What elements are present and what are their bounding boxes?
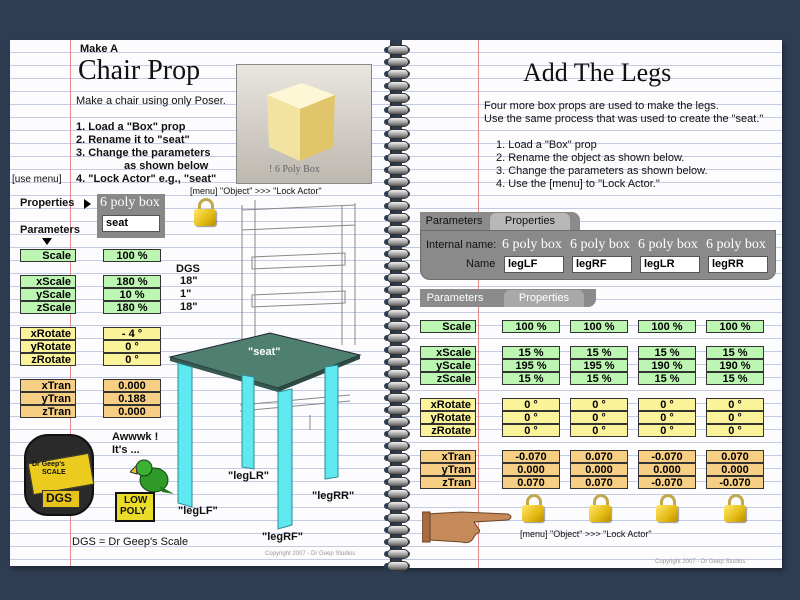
right-param-value[interactable]: 15 %: [638, 372, 696, 385]
spiral-coil: [382, 248, 412, 260]
right-step-1: 1. Load a "Box" prop: [496, 139, 597, 151]
right-step-2: 2. Rename the object as shown below.: [496, 152, 685, 164]
name-field[interactable]: seat: [102, 215, 160, 232]
right-param-value[interactable]: 100 %: [638, 320, 696, 333]
right-param-value[interactable]: 190 %: [638, 359, 696, 372]
properties-label: Properties: [20, 197, 75, 209]
right-param-value[interactable]: 15 %: [502, 346, 560, 359]
lock-icon: [522, 494, 544, 522]
right-param-value[interactable]: -0.070: [638, 450, 696, 463]
step-1: 1. Load a "Box" prop: [76, 121, 186, 133]
right-param-value[interactable]: 0 °: [502, 424, 560, 437]
arrow-right-icon: [84, 199, 91, 209]
spiral-coil: [382, 344, 412, 356]
right-param-value[interactable]: 15 %: [570, 346, 628, 359]
internal-name-label: Internal name:: [426, 239, 497, 251]
right-param-label-ytran: yTran: [420, 463, 476, 476]
right-param-value[interactable]: 0.070: [570, 476, 628, 489]
tape-dgs: DGS: [46, 491, 73, 505]
param-label-ytran: yTran: [20, 392, 76, 405]
spiral-coil: [382, 560, 412, 572]
right-param-label-zscale: zScale: [420, 372, 476, 385]
param-value-scale[interactable]: 100 %: [103, 249, 161, 262]
pointing-hand-icon: [422, 504, 514, 548]
parrot-speech-1: Awwwk !: [112, 431, 159, 443]
name-field-1[interactable]: legLF: [504, 256, 564, 273]
right-param-value[interactable]: 15 %: [570, 372, 628, 385]
right-page-title: Add The Legs: [523, 58, 672, 87]
tape-label-1: Dr Geep's: [32, 461, 65, 468]
name-field-4[interactable]: legRR: [708, 256, 768, 273]
step-3: 3. Change the parameters: [76, 147, 211, 159]
spiral-coil: [382, 80, 412, 92]
spiral-coil: [382, 176, 412, 188]
spiral-coil: [382, 524, 412, 536]
parrot-speech-2: It's ...: [112, 444, 140, 456]
tab-parameters-bottom[interactable]: Parameters: [422, 290, 488, 307]
right-param-value[interactable]: 0 °: [638, 398, 696, 411]
tab-parameters-top[interactable]: Parameters: [422, 213, 486, 230]
right-param-value[interactable]: 15 %: [706, 346, 764, 359]
param-value-zrotate[interactable]: 0 °: [103, 353, 161, 366]
dgs-legend: DGS = Dr Geep's Scale: [72, 536, 189, 548]
right-param-value[interactable]: 100 %: [502, 320, 560, 333]
param-value-xrotate[interactable]: - 4 °: [103, 327, 161, 340]
right-param-value[interactable]: 195 %: [502, 359, 560, 372]
lock-icon: [724, 494, 746, 522]
right-param-label-yscale: yScale: [420, 359, 476, 372]
spiral-coil: [382, 188, 412, 200]
spiral-coil: [382, 476, 412, 488]
spiral-coil: [382, 452, 412, 464]
right-step-4: 4. Use the [menu] to "Lock Actor.": [496, 178, 660, 190]
spiral-coil: [382, 368, 412, 380]
lock-icon: [589, 494, 611, 522]
spiral-coil: [382, 296, 412, 308]
menu-path: [menu] "Object" >>> "Lock Actor": [190, 186, 322, 196]
right-param-value[interactable]: 0.000: [502, 463, 560, 476]
copyright-right: Copyright 2007 - Dr Geep Studios: [655, 559, 746, 565]
tape-measure-logo: [24, 434, 94, 514]
intro-line-2: Use the same process that was used to create the "seat.": [484, 113, 764, 125]
chair-drawing: [160, 195, 385, 540]
right-param-value[interactable]: 15 %: [638, 346, 696, 359]
low-poly-2: POLY: [120, 506, 147, 517]
internal-name: 6 poly box: [100, 195, 160, 210]
dgs-header: DGS: [176, 263, 200, 275]
dgs-value-zscale: 18": [180, 301, 198, 313]
spiral-coil: [382, 440, 412, 452]
spiral-coil: [382, 68, 412, 80]
intro-line-1: Four more box props are used to make the legs.: [484, 100, 719, 112]
box-prop-image: [236, 64, 372, 184]
right-param-value[interactable]: 100 %: [706, 320, 764, 333]
param-label-xrotate: xRotate: [20, 327, 76, 340]
param-label-zscale: zScale: [20, 301, 76, 314]
param-label-zrotate: zRotate: [20, 353, 76, 366]
param-value-zscale[interactable]: 180 %: [103, 301, 161, 314]
spiral-coil: [382, 308, 412, 320]
spiral-coil: [382, 236, 412, 248]
spiral-coil: [382, 356, 412, 368]
param-label-yscale: yScale: [20, 288, 76, 301]
tab-bar-bottom: [420, 289, 596, 307]
internal-name-4: 6 poly box: [706, 237, 766, 252]
legrr-label: "legRR": [312, 490, 355, 502]
right-param-value[interactable]: 0.070: [570, 450, 628, 463]
right-param-value[interactable]: 0 °: [706, 424, 764, 437]
spiral-coil: [382, 224, 412, 236]
param-label-ztran: zTran: [20, 405, 76, 418]
param-label-xscale: xScale: [20, 275, 76, 288]
right-param-value[interactable]: 15 %: [502, 372, 560, 385]
right-param-value[interactable]: 0 °: [502, 398, 560, 411]
step-3-cont: as shown below: [124, 160, 209, 172]
name-field-3[interactable]: legLR: [640, 256, 700, 273]
right-param-label-xscale: xScale: [420, 346, 476, 359]
spiral-coil: [382, 488, 412, 500]
spiral-coil: [382, 392, 412, 404]
page-title: Chair Prop: [78, 55, 201, 86]
tab-properties-top[interactable]: Properties: [490, 213, 570, 230]
make-a-label: Make A: [80, 43, 119, 55]
spiral-coil: [382, 548, 412, 560]
right-param-value[interactable]: 0 °: [638, 411, 696, 424]
right-param-value[interactable]: 190 %: [706, 359, 764, 372]
seat-label: "seat": [248, 346, 281, 358]
right-param-value[interactable]: 0.000: [706, 463, 764, 476]
spiral-coil: [382, 320, 412, 332]
tab-bar-top: [420, 212, 580, 230]
image-caption: ! 6 Poly Box: [269, 164, 320, 175]
spiral-coil: [382, 56, 412, 68]
low-poly-badge: [115, 492, 155, 522]
step-4: 4. "Lock Actor" e.g., "seat": [76, 173, 217, 185]
right-param-value[interactable]: 0 °: [706, 411, 764, 424]
right-menu-path: [menu] "Object" >>> "Lock Actor": [520, 529, 652, 539]
leglf-label: "legLF": [178, 505, 218, 517]
leglr-label: "legLR": [228, 470, 269, 482]
tab-properties-bottom[interactable]: Properties: [504, 290, 584, 307]
right-param-label-scale: Scale: [420, 320, 476, 333]
right-param-value[interactable]: 0 °: [570, 424, 628, 437]
right-param-value[interactable]: -0.070: [638, 476, 696, 489]
copyright-left: Copyright 2007 - Dr Geep Studios: [265, 551, 356, 557]
legrf-label: "legRF": [262, 531, 303, 543]
name-label: Name: [466, 258, 496, 270]
spiral-binding: [382, 40, 412, 566]
spiral-coil: [382, 512, 412, 524]
right-param-value[interactable]: 0 °: [570, 411, 628, 424]
param-value-yrotate[interactable]: 0 °: [103, 340, 161, 353]
spiral-coil: [382, 416, 412, 428]
right-param-label-ztran: zTran: [420, 476, 476, 489]
right-param-value[interactable]: 100 %: [570, 320, 628, 333]
arrow-down-icon: [42, 238, 52, 245]
param-label-xtran: xTran: [20, 379, 76, 392]
spiral-coil: [382, 128, 412, 140]
leg-lr: [242, 375, 254, 469]
spiral-coil: [382, 200, 412, 212]
spiral-coil: [382, 284, 412, 296]
parameters-label: Parameters: [20, 224, 80, 236]
spiral-coil: [382, 332, 412, 344]
subtitle: Make a chair using only Poser.: [76, 95, 226, 107]
internal-name-2: 6 poly box: [570, 237, 630, 252]
dgs-value-yscale: 1": [180, 288, 192, 300]
right-param-value[interactable]: 0.000: [638, 463, 696, 476]
param-label-scale: Scale: [20, 249, 76, 262]
use-menu-note: [use menu]: [12, 174, 62, 185]
step-2: 2. Rename it to "seat": [76, 134, 190, 146]
right-param-label-yrotate: yRotate: [420, 411, 476, 424]
dgs-value-xscale: 18": [180, 275, 198, 287]
spiral-coil: [382, 152, 412, 164]
lock-icon: [656, 494, 678, 522]
param-value-xtran[interactable]: 0.000: [103, 379, 161, 392]
spiral-coil: [382, 464, 412, 476]
spiral-coil: [382, 92, 412, 104]
param-label-yrotate: yRotate: [20, 340, 76, 353]
right-param-value[interactable]: 0.070: [502, 476, 560, 489]
spiral-coil: [382, 116, 412, 128]
right-param-value[interactable]: -0.070: [706, 476, 764, 489]
spiral-coil: [382, 44, 412, 56]
spiral-coil: [382, 380, 412, 392]
internal-name-1: 6 poly box: [502, 237, 562, 252]
param-value-ztran[interactable]: 0.000: [103, 405, 161, 418]
right-param-value[interactable]: 195 %: [570, 359, 628, 372]
right-param-value[interactable]: 0.070: [706, 450, 764, 463]
spiral-coil: [382, 404, 412, 416]
spiral-coil: [382, 212, 412, 224]
right-param-value[interactable]: 0 °: [502, 411, 560, 424]
tape-label-2: SCALE: [42, 469, 66, 476]
right-param-label-xrotate: xRotate: [420, 398, 476, 411]
low-poly-1: LOW: [124, 495, 148, 506]
right-param-label-zrotate: zRotate: [420, 424, 476, 437]
param-value-yscale[interactable]: 10 %: [103, 288, 161, 301]
spiral-coil: [382, 272, 412, 284]
spiral-coil: [382, 260, 412, 272]
spiral-coil: [382, 500, 412, 512]
right-param-label-xtran: xTran: [420, 450, 476, 463]
parrot-icon: [130, 456, 175, 496]
param-value-xscale[interactable]: 180 %: [103, 275, 161, 288]
right-step-3: 3. Change the parameters as shown below.: [496, 165, 708, 177]
spiral-coil: [382, 428, 412, 440]
param-value-ytran[interactable]: 0.188: [103, 392, 161, 405]
spiral-coil: [382, 104, 412, 116]
right-param-value[interactable]: 0 °: [638, 424, 696, 437]
leg-lf: [178, 363, 192, 507]
spiral-coil: [382, 140, 412, 152]
right-param-value[interactable]: 0 °: [570, 398, 628, 411]
right-param-value[interactable]: -0.070: [502, 450, 560, 463]
spiral-coil: [382, 536, 412, 548]
name-field-2[interactable]: legRF: [572, 256, 632, 273]
leg-rf: [278, 389, 292, 529]
right-param-value[interactable]: 15 %: [706, 372, 764, 385]
leg-rr: [325, 365, 338, 479]
right-param-value[interactable]: 0 °: [706, 398, 764, 411]
spiral-coil: [382, 164, 412, 176]
internal-name-3: 6 poly box: [638, 237, 698, 252]
right-param-value[interactable]: 0.000: [570, 463, 628, 476]
